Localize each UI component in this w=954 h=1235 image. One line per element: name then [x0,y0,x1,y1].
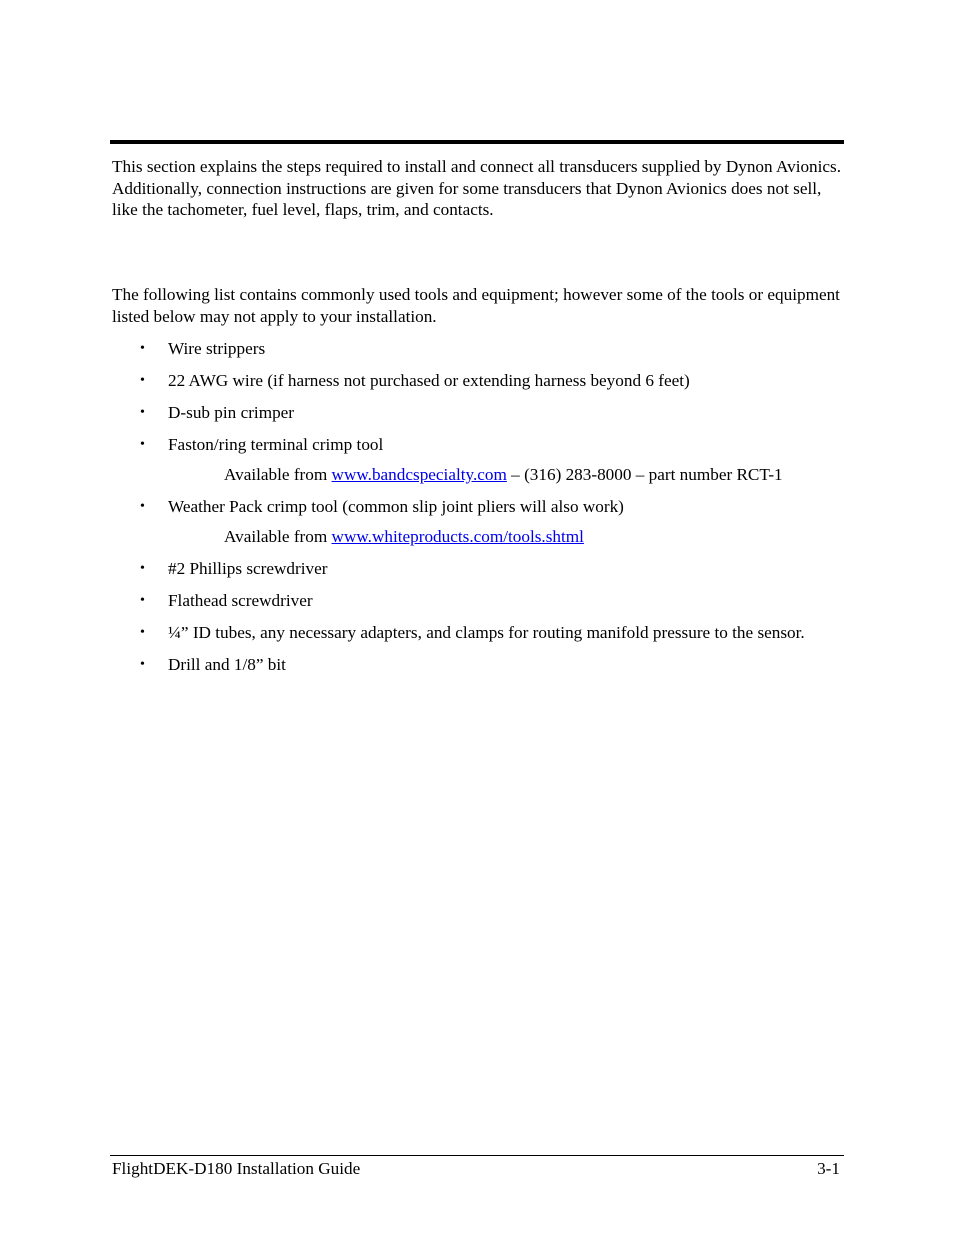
supplier-note [224,526,818,548]
bullet-icon: • [140,373,145,388]
bullet-icon: • [140,437,145,452]
list-item [0,622,818,644]
list-item [0,402,818,424]
list-item-text: Wire strippers [168,339,266,358]
tools-intro-paragraph: The following list contains commonly used tools and equipment; however some of the tools or equipment listed below may not apply to your installation. [112,285,840,326]
footer-title: FlightDEK-D180 Installation Guide [112,1159,361,1178]
footer-rule [110,1155,844,1156]
list-item-text: ¼” ID tubes, any necessary adapters, and clamps for routing manifold pressure to the sensor. [168,623,805,642]
page-number: 3-1 [817,1159,840,1178]
bullet-icon: • [140,499,145,514]
supplier-suffix: – (316) 283-8000 – part number RCT-1 [506,465,783,484]
section-intro-paragraph: This section explains the steps required to install and connect all transducers supplied by Dynon Avionics. Additionally, connection instructions are given for some transducers that Dynon Avionics does not sell, like the tachometer, fuel level, flaps, trim, and contacts. [112,157,842,219]
section-top-rule [110,140,844,144]
bandcspecialty-link[interactable]: www.bandcspecialty.com [331,465,507,484]
list-item [0,338,818,360]
list-item-text: Flathead screwdriver [168,591,313,610]
list-item-text: Drill and 1/8” bit [168,655,286,674]
list-item [0,370,818,392]
bullet-icon: • [140,593,145,608]
list-item-text: Faston/ring terminal crimp tool [168,435,384,454]
supplier-note [224,464,818,486]
bullet-icon: • [140,625,145,640]
list-item [0,590,818,612]
list-item [0,496,818,548]
tools-list [0,338,954,686]
bullet-icon: • [140,405,145,420]
whiteproducts-link[interactable]: www.whiteproducts.com/tools.shtml [331,527,584,546]
supplier-prefix: Available from [224,527,332,546]
list-item-text: Weather Pack crimp tool (common slip joint pliers will also work) [168,497,624,516]
list-item [0,434,818,486]
bullet-icon: • [140,561,145,576]
bullet-icon: • [140,657,145,672]
supplier-prefix: Available from [224,465,332,484]
bullet-icon: • [140,341,145,356]
list-item-text: 22 AWG wire (if harness not purchased or extending harness beyond 6 feet) [168,371,690,390]
list-item [0,558,818,580]
list-item-text: D-sub pin crimper [168,403,295,422]
list-item [0,654,818,676]
list-item-text: #2 Phillips screwdriver [168,559,328,578]
